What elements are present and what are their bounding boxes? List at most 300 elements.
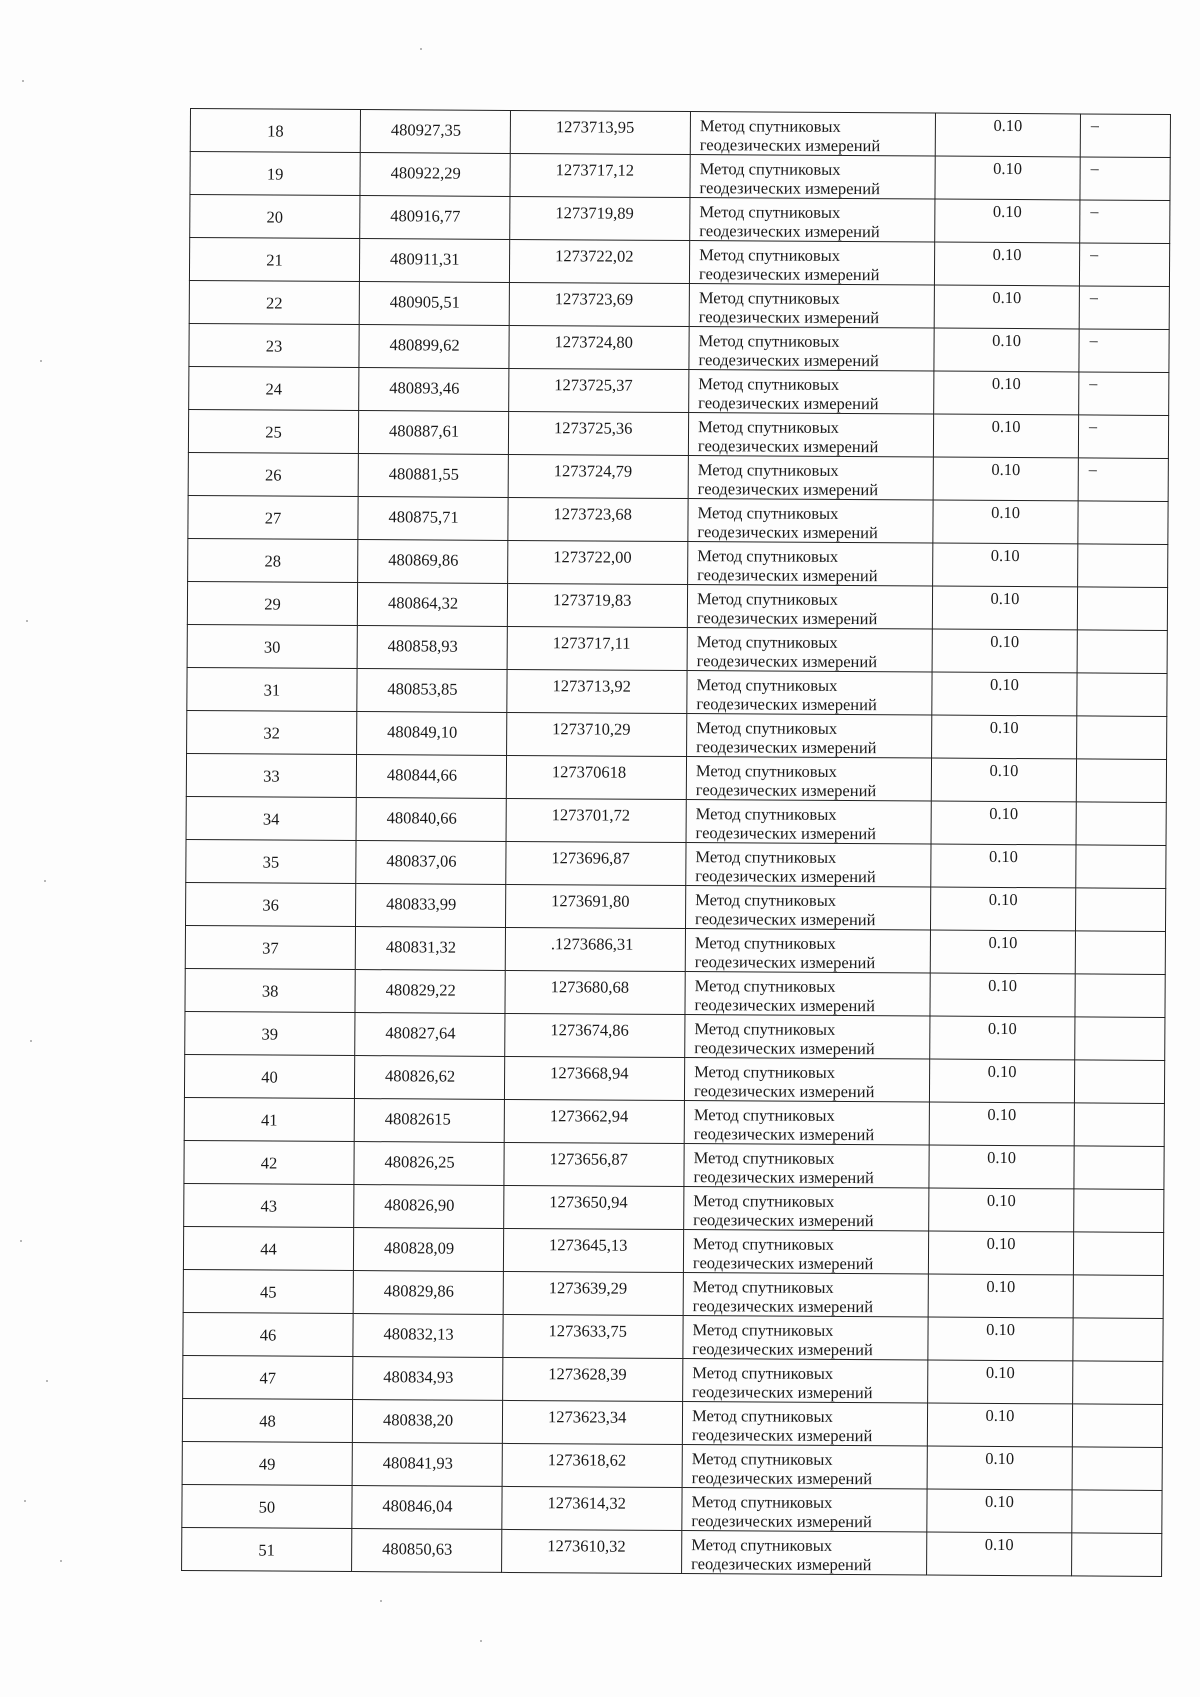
point-number: 23 (265, 336, 283, 356)
note-cell (1075, 1017, 1165, 1061)
x-coordinate-cell (353, 1357, 503, 1401)
method-line-1: Метод спутниковых (697, 460, 839, 480)
y-coordinate-cell (507, 626, 687, 670)
accuracy-cell (935, 113, 1080, 157)
accuracy-value: 0.10 (992, 330, 1022, 351)
method-line-2: геодезических измерений (696, 651, 878, 672)
method-line-1: Метод спутниковых (698, 417, 840, 437)
x-coordinate: 480838,20 (382, 1410, 454, 1430)
y-coordinate-cell (507, 712, 687, 756)
x-coordinate-cell (355, 1013, 505, 1057)
accuracy-cell (927, 1532, 1072, 1576)
accuracy-value: 0.10 (986, 1319, 1016, 1340)
point-number-cell (185, 1011, 355, 1055)
note-value (1075, 1116, 1085, 1118)
accuracy-cell (928, 1360, 1073, 1404)
accuracy-cell (932, 672, 1077, 716)
y-coordinate: 1273650,94 (549, 1192, 628, 1212)
method-cell (688, 542, 933, 586)
x-coordinate: 480827,64 (385, 1023, 456, 1043)
accuracy-value: 0.10 (993, 115, 1023, 136)
method-line-2: геодезических измерений (691, 1511, 872, 1532)
x-coordinate: 480916,77 (390, 206, 461, 226)
method-cell (686, 757, 931, 801)
point-number-cell (187, 667, 357, 711)
point-number: 25 (265, 422, 282, 442)
point-number: 39 (261, 1024, 279, 1044)
x-coordinate-cell (360, 110, 510, 154)
method-line-2: геодезических измерений (699, 178, 881, 199)
table-row (184, 1097, 1164, 1146)
x-coordinate-cell (359, 282, 509, 326)
x-coordinate: 480927,35 (390, 120, 462, 140)
accuracy-value: 0.10 (988, 932, 1018, 953)
accuracy-cell (932, 715, 1077, 759)
table-row (190, 195, 1170, 244)
scan-speck (24, 1500, 26, 1502)
method-line-2: геодезических измерений (691, 1425, 873, 1446)
method-line-1: Метод спутниковых (692, 1363, 834, 1383)
y-coordinate: 1273701,72 (551, 805, 631, 825)
x-coordinate: 480833,99 (386, 894, 457, 914)
point-number: 50 (258, 1497, 276, 1517)
point-number-cell (189, 323, 359, 367)
point-number: 34 (262, 809, 280, 829)
coordinates-table-sheet (181, 108, 1170, 1577)
accuracy-value: 0.10 (990, 588, 1020, 609)
note-cell (1073, 1361, 1163, 1405)
note-value (1073, 1460, 1083, 1462)
point-number: 46 (259, 1325, 277, 1345)
y-coordinate-cell (509, 325, 689, 369)
point-number: 44 (260, 1239, 277, 1259)
note-value (1078, 600, 1088, 602)
table-row (190, 152, 1170, 201)
point-number-cell (188, 538, 358, 582)
method-line-1: Метод спутниковых (691, 1449, 833, 1469)
x-coordinate: 480846,04 (382, 1496, 453, 1516)
point-number-cell (185, 968, 355, 1012)
table-row (185, 925, 1165, 974)
accuracy-cell (933, 414, 1078, 458)
table-row (186, 839, 1166, 888)
y-coordinate: 1273725,37 (554, 375, 633, 395)
note-value: – (1089, 418, 1098, 436)
method-line-1: Метод спутниковых (699, 159, 841, 179)
point-number-cell (186, 882, 356, 926)
note-value (1072, 1503, 1082, 1505)
y-coordinate: 1273710,29 (552, 719, 631, 739)
table-row (188, 495, 1168, 544)
note-value: – (1090, 117, 1099, 135)
x-coordinate-cell (358, 497, 508, 541)
accuracy-cell (933, 500, 1078, 544)
point-number: 38 (261, 981, 279, 1001)
note-cell (1076, 759, 1166, 803)
note-value (1075, 1159, 1085, 1161)
point-number: 35 (262, 852, 280, 872)
note-cell (1073, 1232, 1163, 1276)
note-value (1072, 1546, 1082, 1548)
y-coordinate-cell (504, 1099, 684, 1143)
point-number-cell (187, 710, 357, 754)
x-coordinate: 480826,25 (384, 1152, 455, 1172)
accuracy-cell (928, 1317, 1073, 1361)
y-coordinate-cell (506, 798, 686, 842)
point-number: 33 (263, 766, 280, 786)
coordinates-table (181, 108, 1171, 1577)
x-coordinate-cell (356, 798, 506, 842)
method-cell (685, 972, 930, 1016)
x-coordinate: 480922,29 (390, 163, 461, 183)
y-coordinate: 1273722,02 (555, 246, 634, 266)
y-coordinate: 1273618,62 (547, 1450, 627, 1470)
method-line-1: Метод спутниковых (699, 245, 841, 265)
accuracy-cell (935, 156, 1080, 200)
x-coordinate-cell (355, 927, 505, 971)
method-cell (690, 112, 935, 156)
y-coordinate: 1273717,12 (555, 160, 635, 180)
y-coordinate-cell (510, 153, 690, 197)
table-row (184, 1054, 1164, 1103)
method-line-2: геодезических измерений (694, 995, 876, 1016)
method-cell (689, 241, 934, 285)
y-coordinate-cell (508, 454, 688, 498)
accuracy-value: 0.10 (987, 1018, 1017, 1039)
point-number-cell (184, 1140, 354, 1184)
accuracy-cell (927, 1489, 1072, 1533)
method-cell (683, 1273, 928, 1317)
note-value: – (1089, 332, 1098, 350)
method-line-2: геодезических измерений (698, 264, 880, 285)
accuracy-value: 0.10 (988, 846, 1018, 867)
method-line-1: Метод спутниковых (695, 804, 837, 824)
method-line-2: геодезических измерений (697, 565, 878, 586)
note-value (1077, 815, 1087, 817)
note-value (1075, 1030, 1085, 1032)
point-number: 28 (264, 551, 282, 571)
accuracy-value: 0.10 (985, 1448, 1015, 1469)
note-cell (1078, 501, 1168, 545)
note-value (1077, 686, 1087, 688)
accuracy-cell (933, 543, 1078, 587)
table-row (183, 1355, 1163, 1404)
note-cell (1074, 1146, 1164, 1190)
table-row (189, 238, 1169, 287)
note-cell (1073, 1318, 1163, 1362)
method-cell (682, 1531, 927, 1575)
y-coordinate: 1273717,11 (552, 633, 631, 653)
note-value (1073, 1374, 1083, 1376)
point-number-cell (184, 1183, 354, 1227)
y-coordinate-cell (505, 1013, 685, 1057)
note-cell (1079, 286, 1169, 330)
point-number-cell (190, 152, 360, 196)
method-line-1: Метод спутниковых (691, 1492, 833, 1512)
method-line-1: Метод спутниковых (693, 1191, 835, 1211)
x-coordinate-cell (356, 884, 506, 928)
note-value (1074, 1202, 1084, 1204)
x-coordinate-cell (353, 1271, 503, 1315)
method-line-1: Метод спутниковых (699, 202, 841, 222)
method-line-1: Метод спутниковых (698, 374, 840, 394)
y-coordinate: 1273610,32 (547, 1536, 626, 1556)
accuracy-value: 0.10 (984, 1534, 1014, 1555)
note-value (1074, 1331, 1084, 1333)
accuracy-value: 0.10 (991, 459, 1021, 480)
x-coordinate-cell (352, 1486, 502, 1530)
note-cell (1072, 1447, 1162, 1491)
method-line-2: геодезических измерений (699, 221, 880, 242)
point-number-cell (182, 1398, 352, 1442)
accuracy-cell (928, 1274, 1073, 1318)
point-number: 22 (266, 293, 283, 313)
note-cell (1080, 200, 1170, 244)
table-row (183, 1312, 1163, 1361)
x-coordinate: 480881,55 (388, 464, 459, 484)
x-coordinate: 480864,32 (387, 593, 459, 613)
accuracy-cell (932, 629, 1077, 673)
accuracy-value: 0.10 (985, 1362, 1015, 1383)
note-value (1076, 944, 1086, 946)
point-number: 30 (263, 637, 281, 657)
y-coordinate-cell (502, 1486, 682, 1530)
accuracy-cell (929, 1188, 1074, 1232)
y-coordinate: 1273725,36 (553, 418, 633, 438)
method-line-1: Метод спутниковых (692, 1277, 834, 1297)
method-cell (685, 1015, 930, 1059)
y-coordinate: 127370618 (551, 762, 627, 782)
accuracy-cell (929, 1102, 1074, 1146)
note-value: – (1088, 461, 1097, 479)
method-cell (684, 1058, 929, 1102)
method-line-2: геодезических измерений (694, 1038, 875, 1059)
y-coordinate-cell (502, 1529, 682, 1573)
accuracy-value: 0.10 (985, 1405, 1015, 1426)
method-cell (688, 456, 933, 500)
point-number: 48 (259, 1411, 276, 1431)
accuracy-value: 0.10 (991, 416, 1021, 437)
scan-speck (480, 1640, 482, 1642)
method-cell (689, 327, 934, 371)
method-line-2: геодезических измерений (693, 1210, 874, 1231)
table-row (190, 109, 1170, 158)
note-value (1076, 987, 1086, 989)
note-value: – (1089, 289, 1098, 307)
accuracy-value: 0.10 (986, 1276, 1016, 1297)
point-number-cell (183, 1269, 353, 1313)
y-coordinate-cell (508, 540, 688, 584)
accuracy-cell (928, 1231, 1073, 1275)
point-number-cell (189, 366, 359, 410)
method-cell (687, 714, 932, 758)
table-row (184, 1183, 1164, 1232)
method-line-2: геодезических измерений (694, 909, 876, 930)
y-coordinate: 1273713,95 (555, 117, 635, 137)
scan-speck (22, 80, 24, 82)
x-coordinate-cell (354, 1056, 504, 1100)
table-row (187, 581, 1167, 630)
note-cell (1074, 1189, 1164, 1233)
table-row (189, 366, 1169, 415)
accuracy-value: 0.10 (990, 631, 1020, 652)
table-row (183, 1226, 1163, 1275)
x-coordinate-cell (358, 454, 508, 498)
accuracy-value: 0.10 (987, 1061, 1017, 1082)
accuracy-cell (929, 1145, 1074, 1189)
x-coordinate: 480841,93 (382, 1453, 453, 1473)
y-coordinate: 1273722,00 (553, 547, 632, 567)
y-coordinate-cell (503, 1271, 683, 1315)
scan-speck (380, 1600, 382, 1602)
point-number-cell (184, 1054, 354, 1098)
method-line-2: геодезических измерений (693, 1167, 874, 1188)
method-cell (689, 370, 934, 414)
note-value: – (1090, 160, 1099, 178)
method-line-2: геодезических измерений (697, 522, 878, 543)
x-coordinate-cell (354, 1142, 504, 1186)
method-cell (684, 1144, 929, 1188)
x-coordinate-cell (360, 196, 510, 240)
method-line-1: Метод спутниковых (693, 1234, 835, 1254)
method-line-1: Метод спутниковых (691, 1535, 833, 1555)
method-cell (682, 1488, 927, 1532)
y-coordinate-cell (509, 368, 689, 412)
table-row (187, 710, 1167, 759)
x-coordinate: 480832,13 (383, 1324, 454, 1344)
y-coordinate-cell (506, 755, 686, 799)
accuracy-cell (931, 801, 1076, 845)
method-cell (683, 1359, 928, 1403)
method-cell (684, 1187, 929, 1231)
method-line-1: Метод спутниковых (691, 1406, 833, 1426)
accuracy-cell (932, 586, 1077, 630)
method-cell (683, 1316, 928, 1360)
note-cell (1078, 415, 1168, 459)
note-cell (1079, 243, 1169, 287)
table-row (184, 1140, 1164, 1189)
y-coordinate-cell (504, 1142, 684, 1186)
method-line-1: Метод спутниковых (695, 847, 837, 867)
x-coordinate-cell (354, 1099, 504, 1143)
note-cell (1077, 587, 1167, 631)
method-cell (686, 843, 931, 887)
y-coordinate-cell (509, 239, 689, 283)
note-cell (1080, 114, 1170, 158)
note-value (1078, 557, 1088, 559)
method-line-2: геодезических измерений (695, 823, 877, 844)
scan-speck (26, 620, 28, 622)
note-value: – (1090, 203, 1099, 221)
accuracy-value: 0.10 (987, 1104, 1017, 1125)
method-cell (686, 800, 931, 844)
note-cell (1078, 458, 1168, 502)
method-line-1: Метод спутниковых (696, 718, 838, 738)
method-line-2: геодезических измерений (699, 135, 881, 156)
point-number: 19 (266, 164, 284, 184)
note-cell (1076, 845, 1166, 889)
accuracy-cell (934, 242, 1079, 286)
point-number-cell (190, 109, 360, 153)
point-number-cell (187, 581, 357, 625)
note-cell (1080, 157, 1170, 201)
x-coordinate: 480850,63 (382, 1539, 453, 1559)
point-number-cell (186, 796, 356, 840)
point-number: 32 (263, 723, 280, 743)
method-line-2: геодезических измерений (695, 866, 876, 887)
table-row (186, 753, 1166, 802)
x-coordinate-cell (357, 712, 507, 756)
y-coordinate-cell (504, 1185, 684, 1229)
x-coordinate-cell (355, 970, 505, 1014)
x-coordinate-cell (356, 755, 506, 799)
method-line-2: геодезических измерений (698, 307, 880, 328)
method-line-2: геодезических измерений (696, 694, 877, 715)
table-row (187, 624, 1167, 673)
method-cell (687, 671, 932, 715)
accuracy-cell (931, 844, 1076, 888)
scan-speck (60, 1560, 62, 1562)
table-body (182, 109, 1171, 1577)
y-coordinate: 1273713,92 (552, 676, 631, 696)
accuracy-value: 0.10 (990, 545, 1020, 566)
note-cell (1079, 329, 1169, 373)
point-number: 29 (264, 594, 281, 614)
x-coordinate: 480826,90 (384, 1195, 455, 1215)
y-coordinate-cell (503, 1357, 683, 1401)
y-coordinate-cell (502, 1443, 682, 1487)
accuracy-cell (930, 930, 1075, 974)
note-value (1073, 1417, 1083, 1419)
point-number: 41 (261, 1110, 278, 1130)
x-coordinate-cell (353, 1228, 503, 1272)
note-cell (1075, 888, 1165, 932)
method-line-1: Метод спутниковых (695, 890, 837, 910)
point-number: 31 (263, 680, 281, 700)
accuracy-cell (935, 199, 1080, 243)
note-value (1074, 1245, 1084, 1247)
accuracy-value: 0.10 (989, 717, 1019, 738)
point-number-cell (188, 409, 358, 453)
table-row (182, 1527, 1162, 1576)
y-coordinate-cell (502, 1400, 682, 1444)
x-coordinate-cell (352, 1443, 502, 1487)
y-coordinate-cell (503, 1228, 683, 1272)
x-coordinate-cell (358, 411, 508, 455)
x-coordinate-cell (359, 368, 509, 412)
method-line-1: Метод спутниковых (693, 1105, 835, 1125)
x-coordinate-cell (354, 1185, 504, 1229)
accuracy-cell (934, 371, 1079, 415)
y-coordinate: 1273724,79 (553, 461, 633, 481)
accuracy-value: 0.10 (989, 674, 1019, 695)
accuracy-value: 0.10 (987, 1147, 1017, 1168)
x-coordinate: 480844,66 (386, 765, 458, 785)
y-coordinate: 1273719,83 (552, 590, 632, 610)
method-line-1: Метод спутниковых (698, 331, 840, 351)
method-line-1: Метод спутниковых (697, 546, 839, 566)
point-number: 47 (259, 1368, 277, 1388)
point-number: 37 (262, 938, 279, 958)
method-cell (690, 155, 935, 199)
method-cell (685, 929, 930, 973)
point-number-cell (184, 1097, 354, 1141)
accuracy-value: 0.10 (988, 889, 1018, 910)
method-line-2: геодезических измерений (698, 350, 879, 371)
point-number-cell (189, 280, 359, 324)
x-coordinate-cell (357, 669, 507, 713)
y-coordinate-cell (503, 1314, 683, 1358)
